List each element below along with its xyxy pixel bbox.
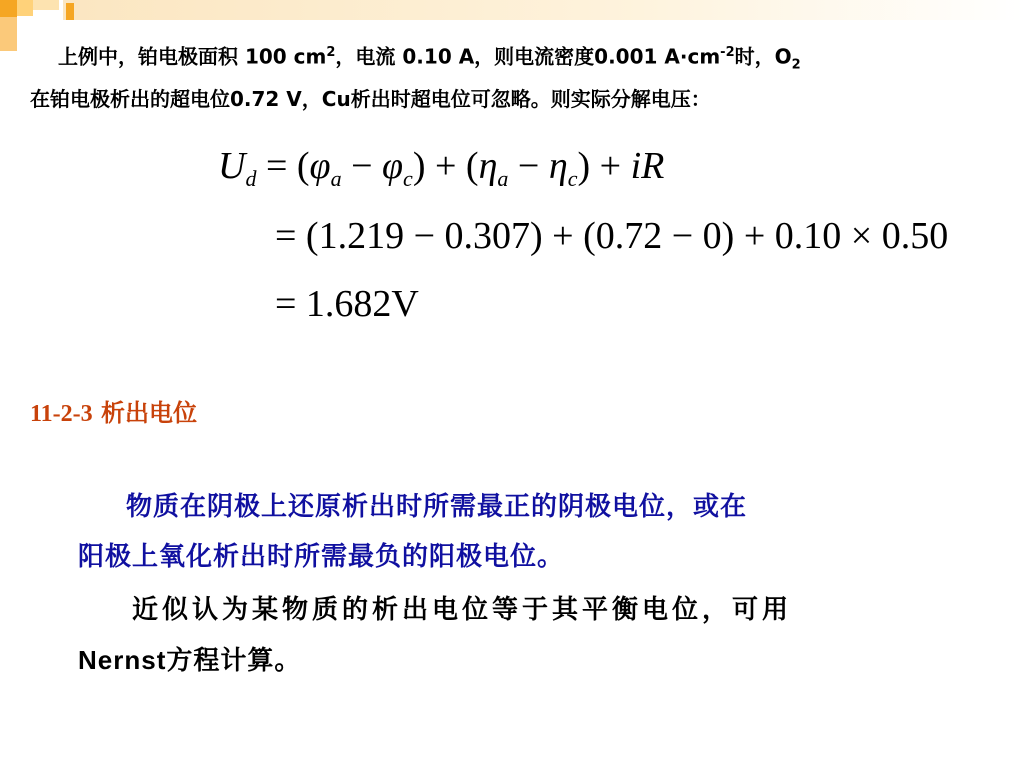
- subscript: 2: [791, 57, 801, 73]
- intro-text: ，电流 0.10 A，则电流密度0.001 A·cm: [335, 44, 721, 69]
- decor-top-bar: [63, 0, 1024, 20]
- eq-subscript: a: [497, 166, 509, 191]
- decor-square: [33, 0, 59, 10]
- eq-subscript: c: [403, 166, 413, 191]
- superscript: 2: [326, 45, 336, 60]
- intro-line-2: 在铂电极析出的超电位0.72 V，Cu析出时超电位可忽略。则实际分解电压：: [30, 87, 711, 111]
- definition-line-2: 阳极上氧化析出时所需最负的阳极电位。: [78, 542, 565, 572]
- eq-op: −: [508, 145, 549, 187]
- eq-subscript: d: [245, 166, 257, 191]
- eq-op: = (: [256, 145, 310, 187]
- intro-text: 上例中，铂电极面积 100 cm: [58, 44, 327, 69]
- superscript: -2: [720, 45, 735, 60]
- intro-text: 时，O: [734, 44, 792, 69]
- section-title: 析出电位: [101, 399, 198, 427]
- decor-square: [0, 17, 17, 51]
- equation-line-3: = 1.682V: [275, 283, 419, 325]
- equation-line-2: = (1.219 − 0.307) + (0.72 − 0) + 0.10 × 0.50: [275, 215, 949, 257]
- eq-symbol: iR: [630, 145, 665, 187]
- eq-op: ) + (: [412, 145, 479, 187]
- note-text: 方程计算。: [166, 646, 302, 676]
- section-heading: [30, 393, 197, 434]
- eq-symbol: φ: [309, 145, 331, 187]
- equation-line-1: [218, 144, 664, 192]
- note-latin: Nernst: [78, 645, 167, 675]
- eq-symbol: η: [548, 145, 568, 187]
- note-line-1: 近似认为某物质的析出电位等于其平衡电位，可用: [132, 595, 793, 625]
- section-number: 11-2-3: [30, 401, 93, 427]
- decor-tick: [66, 3, 74, 20]
- decor-square: [17, 0, 33, 16]
- eq-symbol: U: [218, 145, 246, 187]
- eq-op: −: [341, 145, 383, 187]
- note-line-2: [78, 640, 301, 681]
- intro-line-1: [58, 38, 801, 81]
- eq-op: ) +: [577, 145, 631, 187]
- eq-symbol: η: [478, 145, 498, 187]
- eq-symbol: φ: [382, 145, 404, 187]
- eq-subscript: a: [330, 166, 342, 191]
- definition-line-1: 物质在阴极上还原析出时所需最正的阴极电位，或在: [126, 492, 748, 522]
- decor-square: [0, 0, 17, 17]
- eq-subscript: c: [567, 166, 578, 191]
